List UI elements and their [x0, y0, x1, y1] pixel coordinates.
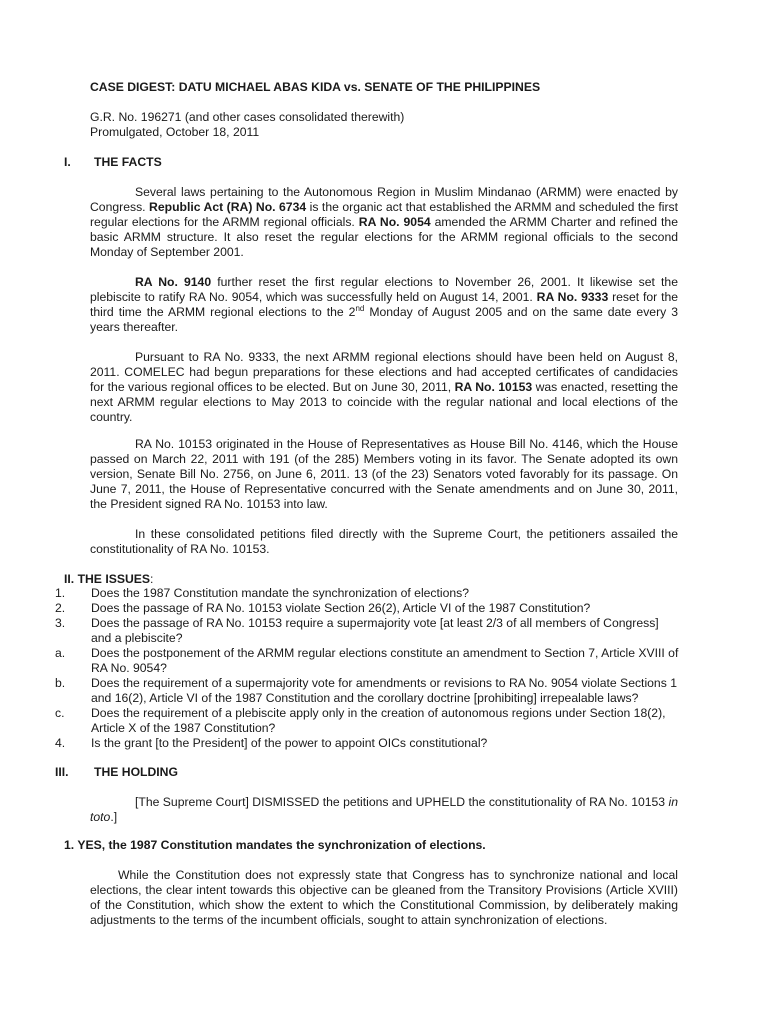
- heading-colon: :: [150, 572, 154, 586]
- issue-item: [55, 706, 680, 736]
- issue-text: Does the requirement of a plebiscite apply only in the creation of autonomous regions under Section 18(2), Article X of the 1987 Constitution?: [91, 706, 666, 735]
- law-reference: RA No. 9140: [135, 275, 212, 289]
- issue-item: [55, 736, 680, 751]
- text-run: [The Supreme Court] DISMISSED the petitions and UPHELD the constitutionality of RA No. 10153: [135, 795, 666, 809]
- text-run: amended the ARMM Charter and refined the basic ARMM structure. It also reset the regular elections for the ARMM regional officials to the second Monday of September 2001.: [90, 215, 678, 259]
- ordinal-suffix: nd: [355, 304, 365, 313]
- issue-marker: b.: [55, 676, 66, 690]
- text-run: Monday of August 2005 and on the same date every 3 years thereafter.: [90, 305, 678, 334]
- issue-text: Does the passage of RA No. 10153 require a supermajority vote [at least 2/3 of all members of Congress] and a plebiscite?: [91, 616, 659, 645]
- text-run: Several laws pertaining to the Autonomous Region in Muslim Mindanao (ARMM) were enacted by Congress.: [90, 185, 678, 214]
- law-reference: RA No. 10153: [454, 380, 533, 394]
- law-reference: RA No. 9054: [358, 215, 431, 229]
- document-title: CASE DIGEST: DATU MICHAEL ABAS KIDA vs. SENATE OF THE PHILIPPINES: [90, 80, 541, 94]
- issue-item: [55, 616, 680, 646]
- text-run: While the Constitution does not expressly state that Congress has to synchronize national and local elections, the clear intent towards this objective can be gleaned from the Transitory Provisions (Article XVIII) of the Constitution, which show the extent to which the Constitutional Commission, by deliberately making adjustments to the terms of the incumbent officials, sought to attain synchronization of elections.: [90, 868, 678, 927]
- section-title: THE HOLDING: [94, 765, 178, 779]
- facts-paragraph-2: [90, 275, 678, 335]
- text-run: was enacted, resetting the next ARMM regular elections to May 2013 to coincide with the regular national and local elections of the country.: [90, 380, 678, 424]
- section-heading-holding: [55, 765, 178, 780]
- text-run: reset for the third time the ARMM regional elections to the 2: [90, 290, 679, 319]
- facts-paragraph-3: [90, 350, 678, 425]
- facts-paragraph-4: [90, 437, 678, 512]
- promulgation-date: Promulgated, October 18, 2011: [90, 125, 260, 139]
- text-run: .]: [110, 810, 118, 824]
- issue-text: Does the requirement of a supermajority vote for amendments or revisions to RA No. 9054 violate Sections 1 and 16(2), Article VI of the 1987 Constitution and the corollary doctrine [prohibiting] irrepealable laws?: [91, 676, 677, 705]
- issue-text: Does the passage of RA No. 10153 violate Section 26(2), Article VI of the 1987 Constitution?: [91, 601, 591, 615]
- issues-list: [55, 586, 680, 751]
- section-heading-issues: [64, 572, 153, 587]
- issue-marker: a.: [55, 646, 66, 660]
- holding-discussion-paragraph: [90, 868, 678, 928]
- text-run: is the organic act that established the ARMM and scheduled the first regular elections for the ARMM regional officials.: [90, 200, 678, 229]
- text-run: In these consolidated petitions filed directly with the Supreme Court, the petitioners assailed the constitutionality of RA No. 10153.: [90, 527, 678, 556]
- issue-item: [55, 676, 680, 706]
- holding-paragraph: [90, 795, 678, 825]
- section-title: THE ISSUES: [77, 572, 151, 586]
- facts-paragraph-1: [90, 185, 678, 260]
- issue-marker: 2.: [55, 601, 66, 615]
- latin-phrase: in toto: [90, 795, 679, 824]
- issue-text: Is the grant [to the President] of the power to appoint OICs constitutional?: [91, 736, 488, 750]
- text-run: further reset the first regular elections to November 26, 2001. It likewise set the plebiscite to ratify RA No. 9054, which was successfully held on August 14, 2001.: [90, 275, 678, 304]
- section-number: I.: [64, 155, 71, 169]
- text-run: Pursuant to RA No. 9333, the next ARMM regional elections should have been held on August 8, 2011. COMELEC had begun preparations for these elections and had accepted certificates of candidacies for the various regional offices to be elected. But on June 30, 2011,: [90, 350, 678, 394]
- case-meta: [90, 110, 404, 140]
- answer-heading-1: 1. YES, the 1987 Constitution mandates the synchronization of elections.: [64, 838, 486, 852]
- issue-item: [55, 646, 680, 676]
- issue-item: [55, 601, 680, 616]
- facts-paragraph-5: [90, 527, 678, 557]
- section-heading-facts: [64, 155, 162, 170]
- law-reference: Republic Act (RA) No. 6734: [149, 200, 307, 214]
- section-title: THE FACTS: [94, 155, 162, 169]
- section-number: II.: [64, 572, 75, 586]
- issue-marker: 1.: [55, 586, 66, 600]
- law-reference: RA No. 9333: [536, 290, 609, 304]
- issue-marker: 4.: [55, 736, 66, 750]
- text-run: RA No. 10153 originated in the House of Representatives as House Bill No. 4146, which the House passed on March 22, 2011 with 191 (of the 285) Members voting in its favor. The Senate adopted its own version, Senate Bill No. 2756, on June 6, 2011. 13 (of the 23) Senators voted favorably for its passage. On June 7, 2011, the House of Representative concurred with the Senate amendments and on June 30, 2011, the President signed RA No. 10153 into law.: [90, 437, 678, 511]
- issue-text: Does the postponement of the ARMM regular elections constitute an amendment to Section 7, Article XVIII of RA No. 9054?: [91, 646, 679, 675]
- issue-marker: 3.: [55, 616, 66, 630]
- issue-text: Does the 1987 Constitution mandate the synchronization of elections?: [91, 586, 470, 600]
- issue-item: [55, 586, 680, 601]
- gr-number: G.R. No. 196271 (and other cases consolidated therewith): [90, 110, 405, 124]
- issue-marker: c.: [55, 706, 65, 720]
- section-number: III.: [55, 765, 69, 779]
